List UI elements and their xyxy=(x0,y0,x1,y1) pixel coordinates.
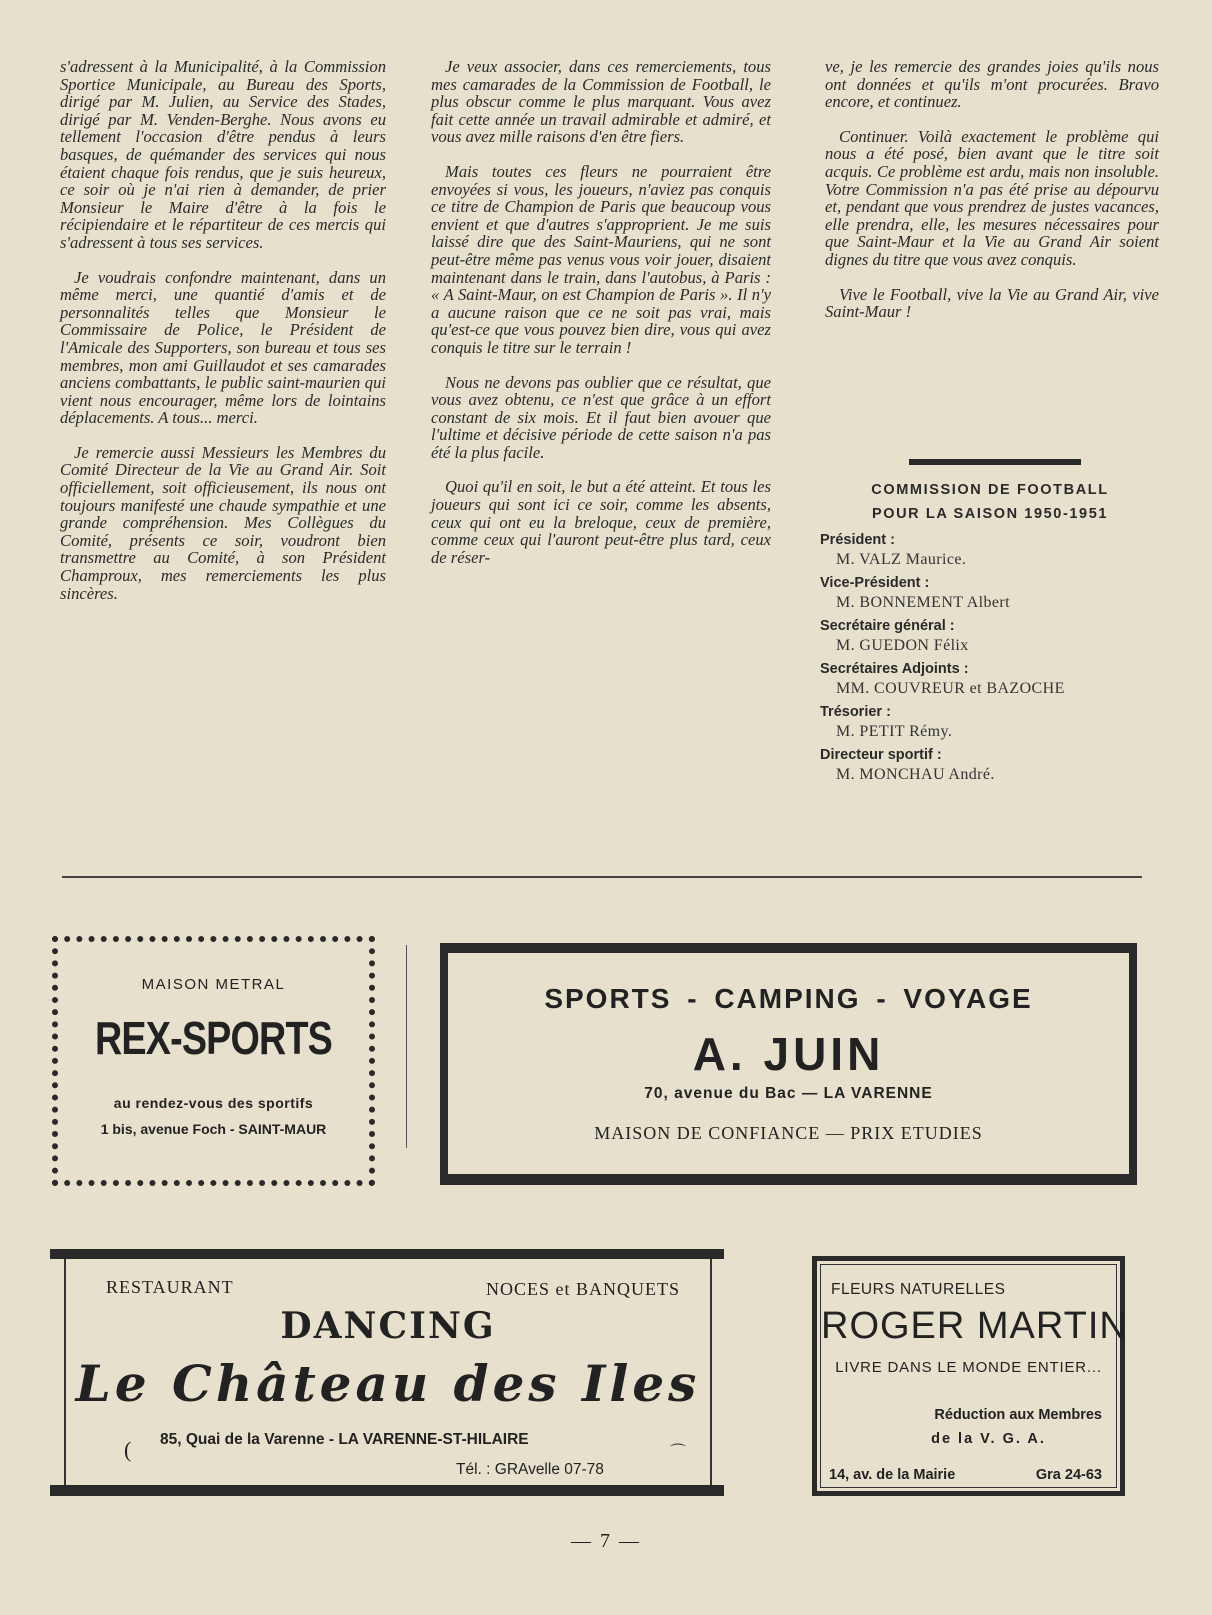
ad-chateau-noces: NOCES et BANQUETS xyxy=(485,1279,680,1299)
commission-role: Vice-Président : xyxy=(820,575,930,591)
ad-martin-discount: Réduction aux Membres xyxy=(934,1407,1102,1423)
commission-member: M. GUEDON Félix xyxy=(836,637,969,654)
ad-juin-address: 70, avenue du Bac — LA VARENNE xyxy=(644,1085,933,1102)
article-column-3 xyxy=(825,58,1159,338)
article-paragraph: s'adressent à la Municipalité, à la Commission Sportice Municipale, au Bureau des Sports, dirigé par M. Julien, au Service des Stades, dirigé par M. Venden-Berghe. Nous avons eu tellement l'occasion d'être pendus à leurs basques, de quémander des services qui nous étaient chaque fois rendus, que je suis heureux, ce soir où je n'ai rien à demander, de prier Monsieur le Maire d'être à la fois le récipiendaire et le répartiteur de ces mercis qui s'adressent à tous ses services. xyxy=(60,57,386,252)
ad-frame xyxy=(64,1259,712,1485)
ad-martin-members: de la V. G. A. xyxy=(931,1431,1046,1447)
ad-chateau-restaurant: RESTAURANT xyxy=(106,1277,234,1297)
ad-rex-slogan: au rendez-vous des sportifs xyxy=(113,1095,314,1111)
commission-role: Directeur sportif : xyxy=(820,747,942,763)
ad-rex-address: 1 bis, avenue Foch - SAINT-MAUR xyxy=(100,1121,327,1137)
commission-role: Secrétaire général : xyxy=(820,618,955,634)
ad-martin-name: ROGER MARTIN xyxy=(821,1305,1128,1347)
ad-juin-tagline: MAISON DE CONFIANCE — PRIX ETUDIES xyxy=(594,1123,983,1143)
article-paragraph: Continuer. Voilà exactement le problème qui nous a été posé, bien avant que le titre soit acquis. Ce problème est ardu, mais non insoluble. Votre Commission n'a pas été prise au dépourvu et, pendant que vous prendrez de justes vacances, elle prendra, elle, les mesures nécessaires pour que Saint-Maur et la Vie au Grand Air soient dignes du titre que vous avez conquis. xyxy=(825,126,1159,269)
commission-role: Président : xyxy=(820,532,895,548)
commission-member: M. BONNEMENT Albert xyxy=(836,594,1010,611)
commission-member: MM. COUVREUR et BAZOCHE xyxy=(836,680,1065,697)
article-paragraph: Je veux associer, dans ces remerciements, tous mes camarades de la Commission de Football, le plus obscur comme le plus marquant. Vous avez fait cette année un travail admirable et admiré, et vous avez mille raisons d'en être fiers. xyxy=(431,57,771,147)
commission-title: COMMISSION DE FOOTBALL xyxy=(871,482,1109,498)
horizontal-divider xyxy=(62,876,1142,878)
decorative-mark-icon: ⌒ xyxy=(670,1444,687,1461)
page-number: — 7 — xyxy=(571,1530,641,1552)
vertical-divider xyxy=(406,945,407,1148)
article-paragraph: Nous ne devons pas oublier que ce résultat, que vous avez obtenu, ce n'est que grâce à un effort constant de six mois. Et il faut bien avouer que l'ultime et décisive période de cette saison n'a pas été la plus facile. xyxy=(431,372,771,462)
ad-martin-line1: FLEURS NATURELLES xyxy=(831,1281,1006,1298)
ad-chateau-dancing: DANCING xyxy=(280,1305,496,1347)
commission-role: Secrétaires Adjoints : xyxy=(820,661,969,677)
ad-chateau-address: 85, Quai de la Varenne - LA VARENNE-ST-HILAIRE xyxy=(160,1431,529,1448)
article-paragraph: Je voudrais confondre maintenant, dans un même merci, une quantié d'amis et de personnalités telles que Monsieur le Commissaire de Police, le Président de l'Amicale des Supporters, son bureau et tous ses membres, mon ami Guillaudot et ses camarades anciens combattants, le public saint-maurien qui vient nous encourager, même lors de lointains déplacements. A tous... merci. xyxy=(60,267,386,428)
ad-rex-sports xyxy=(52,936,375,1186)
ad-inner-frame xyxy=(820,1264,1128,1488)
ad-martin-phone: Gra 24-63 xyxy=(1035,1467,1102,1483)
article-paragraph: Quoi qu'il en soit, le but a été atteint. Et tous les joueurs qui sont ici ce soir, comme les absents, ceux qui ont eu la breloque, ceux de première, comme ceux qui l'auront peut-être plus tard, ceux de réser- xyxy=(431,477,771,567)
article-paragraph: Je remercie aussi Messieurs les Membres du Comité Directeur de la Vie au Grand Air. Soit officiellement, soit officieusement, ils nous ont toujours manifesté une chaude sympathie et une grande compréhension. Mes Collègues du Comité, présents ce soir, voudront bien transmettre au Comité, à son Président Champroux, mes remerciements les plus sincères. xyxy=(60,442,386,603)
commission-member: M. VALZ Maurice. xyxy=(836,551,967,568)
article-paragraph: Vive le Football, vive la Vie au Grand Air, vive Saint-Maur ! xyxy=(825,284,1159,322)
commission-list xyxy=(820,478,1160,784)
ad-border-bar xyxy=(50,1485,724,1496)
commission-role: Trésorier : xyxy=(820,704,891,720)
ad-rex-name: REX-SPORTS xyxy=(94,1012,333,1064)
article-paragraph: Mais toutes ces fleurs ne pourraient être envoyées si vous, les joueurs, n'aviez pas conquis ce titre de Champion de Paris que beaucoup vous envient et que d'autres s'approprient. Je me suis laissé dire que des Saint-Mauriens, qui ne sont peut-être même pas venus vous voir jouer, disaient maintenant dans le train, dans l'autobus, à Paris : « A Saint-Maur, on est Champion de Paris ». Il n'y a aucune raison que ce ne soit pas vrai, mais qu'est-ce que vous pouvez bien dire, vous qui avez conquis le titre sur le terrain ! xyxy=(431,161,771,357)
commission-subtitle: POUR LA SAISON 1950-1951 xyxy=(871,506,1109,522)
article-paragraph: ve, je les remercie des grandes joies qu'ils nous ont données et qu'ils m'ont procurées. Bravo encore, et continuez. xyxy=(825,57,1159,112)
decorative-mark-icon: ( xyxy=(124,1437,132,1462)
ad-martin-line3: LIVRE DANS LE MONDE ENTIER... xyxy=(835,1359,1102,1376)
article-column-1 xyxy=(60,58,386,619)
ad-rex-line1: MAISON METRAL xyxy=(141,976,286,993)
ad-roger-martin xyxy=(812,1256,1128,1496)
article-column-2 xyxy=(431,58,771,583)
ad-juin-headline: SPORTS - CAMPING - VOYAGE xyxy=(544,983,1033,1014)
commission-member: M. PETIT Rémy. xyxy=(836,723,953,740)
ad-martin-address: 14, av. de la Mairie xyxy=(829,1467,956,1483)
ad-juin-name: A. JUIN xyxy=(692,1028,885,1080)
commission-member: M. MONCHAU André. xyxy=(836,766,995,783)
ad-border-bar xyxy=(50,1249,724,1259)
section-divider xyxy=(909,459,1081,465)
ad-chateau-phone: Tél. : GRAvelle 07-78 xyxy=(456,1461,604,1478)
ad-chateau-name: Le Château des Iles xyxy=(75,1354,701,1413)
ad-a-juin xyxy=(440,943,1137,1185)
ad-chateau-des-iles xyxy=(50,1249,724,1499)
